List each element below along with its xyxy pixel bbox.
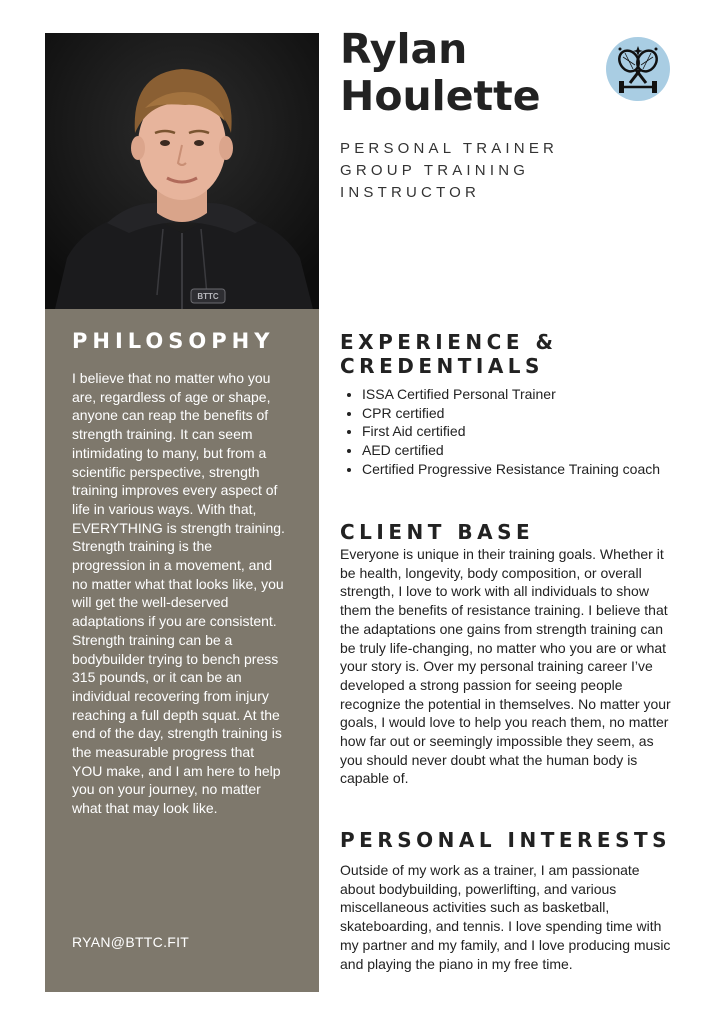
trainer-name xyxy=(340,26,541,120)
credential-item: • CPR certified xyxy=(362,404,682,423)
client-base-heading: CLIENT BASE xyxy=(340,520,535,544)
tennis-rackets-logo-icon xyxy=(606,37,670,101)
credential-item: • AED certified xyxy=(362,441,682,460)
experience-heading-line2: CREDENTIALS xyxy=(340,354,544,378)
credential-item: • Certified Progressive Resistance Training coach xyxy=(362,460,682,479)
credential-item: • ISSA Certified Personal Trainer xyxy=(362,385,682,404)
logo-badge xyxy=(606,37,670,101)
role-line: PERSONAL TRAINER xyxy=(340,140,559,157)
jacket-logo: BTTC xyxy=(197,292,219,301)
philosophy-heading: PHILOSOPHY xyxy=(72,329,275,353)
experience-heading xyxy=(340,330,557,378)
job-titles xyxy=(340,138,558,204)
philosophy-text: I believe that no matter who you are, regardless of age or shape, anyone can reap the benefits of strength training. It can seem intimidating to many, but from a scientific perspective, strength training improves every aspect of life in various ways. With that, EVERYTHING is strength training. Strength training is the progression in a movement, and no matter what that looks like, you will get the well-deserved adaptations if you are consistent. Strength training can be a bodybuilder trying to bench press 315 pounds, or it can be an individual recovering from injury reaching a full depth squat. At the end of the day, strength training is the measurable progress that YOU make, and I am here to help you on your journey, no matter what that may look like. xyxy=(72,370,285,817)
role-line: INSTRUCTOR xyxy=(340,184,481,201)
client-base-text: Everyone is unique in their training goals. Whether it be health, longevity, body composition, or overall strength, I love to work with all individuals to show them the benefits of resistance training. I believe that the adaptations one gains from strength training can be truly life-changing, no matter who you are or what your story is. Over my personal training career I’ve developed a strong passion for seeing people recognize the potential in themselves. No matter your goals, I would love to help you reach them, no matter how far out or seemingly impossible they seem, as you should never doubt what the human body is capable of. xyxy=(340,546,671,787)
personal-interests-text: Outside of my work as a trainer, I am passionate about bodybuilding, powerlifting, and various miscellaneous activities such as basketball, skateboarding, and tennis. I love spending time with my partner and my family, and I love producing music and playing the piano in my free time. xyxy=(340,862,671,972)
role-line: GROUP TRAINING xyxy=(340,162,530,179)
credentials-list xyxy=(340,385,682,479)
person-photo-icon xyxy=(45,33,319,309)
personal-interests-heading: PERSONAL INTERESTS xyxy=(340,828,672,852)
first-name: Rylan xyxy=(340,25,468,73)
profile-photo xyxy=(45,33,319,309)
email-link[interactable]: RYAN@BTTC.FIT xyxy=(72,934,190,950)
credential-item: • First Aid certified xyxy=(362,422,682,441)
experience-heading-line1: EXPERIENCE & xyxy=(340,330,558,354)
philosophy-sidebar xyxy=(45,309,319,992)
last-name: Houlette xyxy=(340,72,541,120)
